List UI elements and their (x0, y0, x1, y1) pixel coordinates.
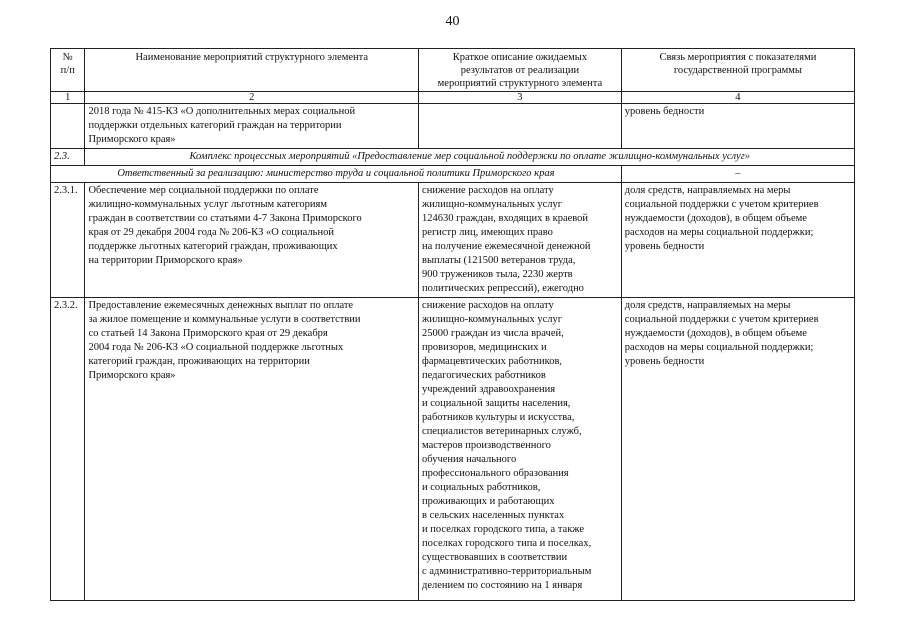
row-link: уровень бедности (621, 104, 854, 149)
row-description: снижение расходов на оплату жилищно-коммунальных услуг 124630 граждан, входящих в краевой регистр лиц, имеющих право на получение ежемесячной денежной выплаты (121500 ветеранов труда, 900 тружеников тыла, 2230 жертв политических репрессий), ежегодно (419, 183, 622, 298)
row-link: доля средств, направляемых на меры социальной поддержки с учетом критериев нуждаемости (доходов), в общем объеме расходов на меры социальной поддержки; уровень бедности (621, 183, 854, 298)
row-num: 2.3.1. (51, 183, 85, 298)
table-row (51, 298, 855, 601)
column-number: 3 (419, 92, 622, 104)
row-name: Предоставление ежемесячных денежных выплат по оплате за жилое помещение и коммунальные услуги в соответствии со статьей 14 Закона Приморского края от 29 декабря 2004 года № 206-КЗ «О социальной поддержке льготных категорий граждан, проживающих на территории Приморского края» (85, 298, 419, 601)
program-measures-table (50, 48, 855, 601)
page-number: 40 (445, 14, 460, 29)
row-num (51, 104, 85, 149)
row-description: снижение расходов на оплату жилищно-коммунальных услуг 25000 граждан из числа врачей, провизоров, медицинских и фармацевтических работников, педагогических работников учреждений здравоохранения и социальной защиты населения, работников культуры и искусства, специалистов ветеринарных служб, мастеров производственного обучения начального профессионального образования и социальных работников, проживающих и работающих в сельских населенных пунктах и поселках городского типа, а также поселках городского типа и поселках, существовавших в соответствии с административно-территориальным делением по состоянию на 1 января (419, 298, 622, 601)
row-num: 2.3.2. (51, 298, 85, 601)
row-link: доля средств, направляемых на меры социальной поддержки с учетом критериев нуждаемости (доходов), в общем объеме расходов на меры социальной поддержки; уровень бедности (621, 298, 854, 601)
section-title: Комплекс процессных мероприятий «Предоставление мер социальной поддержки по оплате жилищно-коммунальных услуг» (85, 149, 855, 166)
header-description: Краткое описание ожидаемых результатов от реализации мероприятий структурного элемента (419, 49, 622, 92)
header-name: Наименование мероприятий структурного элемента (85, 49, 419, 92)
column-number: 2 (85, 92, 419, 104)
table-header-row (51, 49, 855, 92)
section-num: 2.3. (51, 149, 85, 166)
header-num: № п/п (51, 49, 85, 92)
row-name: Обеспечение мер социальной поддержки по оплате жилищно-коммунальных услуг льготным категориям граждан в соответствии со статьями 4-7 Закона Приморского края от 29 декабря 2004 года № 206-КЗ «О социальной поддержке льготных категорий граждан, проживающих на территории Приморского края» (85, 183, 419, 298)
row-name: 2018 года № 415-КЗ «О дополнительных мерах социальной поддержки отдельных категорий граждан на территории Приморского края» (85, 104, 419, 149)
responsible-link: – (621, 166, 854, 183)
column-numbers-row (51, 92, 855, 104)
column-number: 1 (51, 92, 85, 104)
column-number: 4 (621, 92, 854, 104)
header-link: Связь мероприятия с показателями государственной программы (621, 49, 854, 92)
table-row (51, 183, 855, 298)
table-row (51, 104, 855, 149)
section-row (51, 149, 855, 166)
responsible-text: Ответственный за реализацию: министерство труда и социальной политики Приморского края (51, 166, 622, 183)
responsible-row (51, 166, 855, 183)
row-description (419, 104, 622, 149)
